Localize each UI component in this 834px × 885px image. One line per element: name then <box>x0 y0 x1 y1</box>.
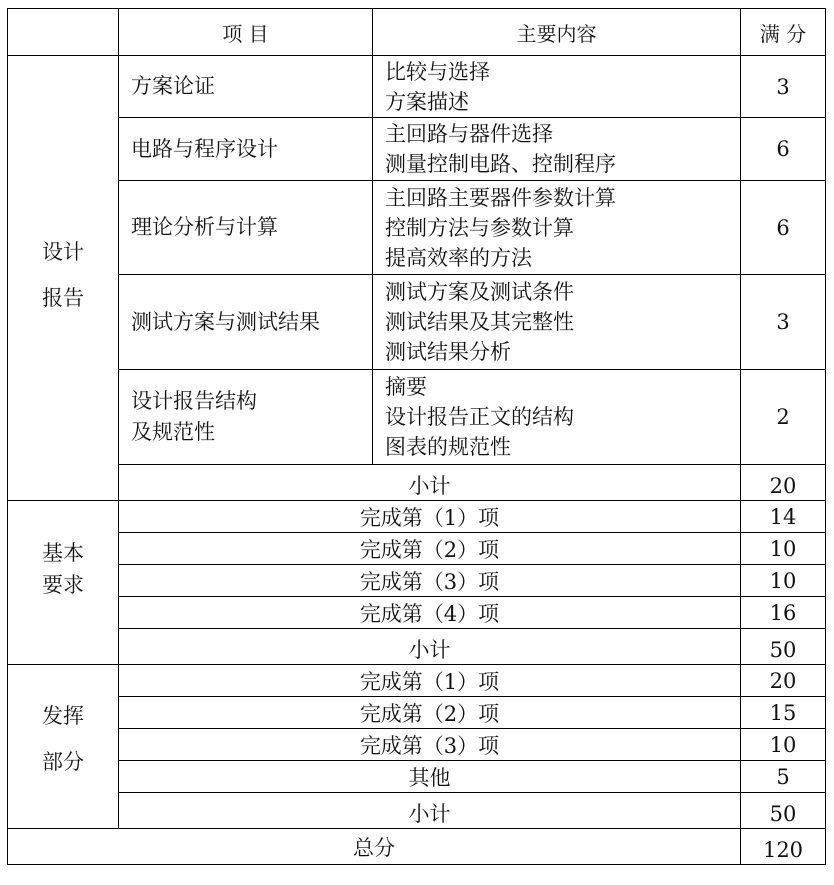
extension-subtotal-label: 小计 <box>119 793 741 829</box>
report-row <box>8 56 826 118</box>
report-row <box>8 181 826 275</box>
scoring-table <box>7 8 826 865</box>
report-subtotal-score: 20 <box>741 465 826 501</box>
report-content: 主回路与器件选择 测量控制电路、控制程序 <box>373 118 741 181</box>
report-row <box>8 118 826 181</box>
report-item: 方案论证 <box>119 56 373 118</box>
header-content: 主要内容 <box>373 9 741 56</box>
extension-row <box>8 729 826 761</box>
report-content: 主回路主要器件参数计算 控制方法与参数计算 提高效率的方法 <box>373 181 741 275</box>
report-content: 摘要 设计报告正文的结构 图表的规范性 <box>373 370 741 465</box>
extension-item: 完成第（3）项 <box>119 729 741 761</box>
basic-item: 完成第（1）项 <box>119 501 741 533</box>
basic-subtotal-label: 小计 <box>119 629 741 665</box>
basic-item: 完成第（4）项 <box>119 597 741 629</box>
extension-item: 其他 <box>119 761 741 793</box>
basic-section-label: 基本 要求 <box>8 501 119 665</box>
extension-item: 完成第（2）项 <box>119 697 741 729</box>
total-row <box>8 829 826 865</box>
report-score: 2 <box>741 370 826 465</box>
header-score: 满 分 <box>741 9 826 56</box>
total-label: 总分 <box>8 829 741 865</box>
report-score: 3 <box>741 275 826 370</box>
extension-score: 20 <box>741 665 826 697</box>
basic-subtotal-row <box>8 629 826 665</box>
report-row <box>8 275 826 370</box>
extension-row <box>8 697 826 729</box>
report-subtotal-row <box>8 465 826 501</box>
report-score: 3 <box>741 56 826 118</box>
report-item: 理论分析与计算 <box>119 181 373 275</box>
report-item: 电路与程序设计 <box>119 118 373 181</box>
basic-score: 10 <box>741 533 826 565</box>
report-row <box>8 370 826 465</box>
report-item: 测试方案与测试结果 <box>119 275 373 370</box>
report-subtotal-label: 小计 <box>119 465 741 501</box>
report-score: 6 <box>741 181 826 275</box>
total-score: 120 <box>741 829 826 865</box>
basic-score: 16 <box>741 597 826 629</box>
header-blank <box>8 9 119 56</box>
basic-row <box>8 533 826 565</box>
extension-row <box>8 665 826 697</box>
basic-row <box>8 501 826 533</box>
extension-subtotal-row <box>8 793 826 829</box>
report-content: 测试方案及测试条件 测试结果及其完整性 测试结果分析 <box>373 275 741 370</box>
basic-item: 完成第（3）项 <box>119 565 741 597</box>
basic-score: 14 <box>741 501 826 533</box>
basic-row <box>8 565 826 597</box>
extension-item: 完成第（1）项 <box>119 665 741 697</box>
extension-score: 5 <box>741 761 826 793</box>
header-item: 项 目 <box>119 9 373 56</box>
header-row <box>8 9 826 56</box>
report-score: 6 <box>741 118 826 181</box>
extension-score: 15 <box>741 697 826 729</box>
basic-subtotal-score: 50 <box>741 629 826 665</box>
extension-subtotal-score: 50 <box>741 793 826 829</box>
extension-score: 10 <box>741 729 826 761</box>
basic-row <box>8 597 826 629</box>
report-section-label: 设计 报告 <box>8 56 119 501</box>
extension-row <box>8 761 826 793</box>
basic-score: 10 <box>741 565 826 597</box>
basic-item: 完成第（2）项 <box>119 533 741 565</box>
report-item: 设计报告结构 及规范性 <box>119 370 373 465</box>
extension-section-label: 发挥 部分 <box>8 665 119 829</box>
report-content: 比较与选择 方案描述 <box>373 56 741 118</box>
